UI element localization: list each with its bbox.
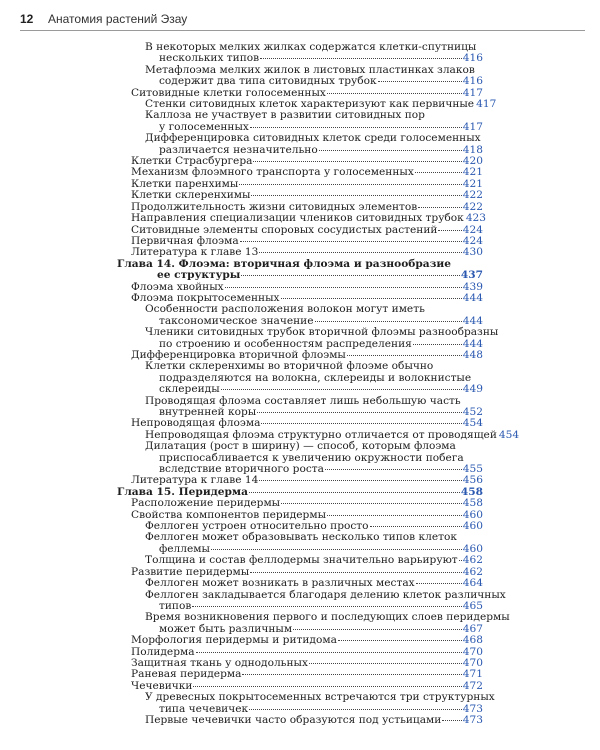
toc-page-number[interactable]: 416 — [462, 75, 483, 88]
toc-entry[interactable] — [117, 396, 483, 419]
toc-entry[interactable] — [117, 65, 483, 88]
toc-entry-text: Ситовидные элементы споровых сосудистых растений — [131, 223, 438, 236]
toc-page-number[interactable]: 439 — [462, 280, 483, 293]
toc-entry-text: Стенки ситовидных клеток характеризуют как первичные — [145, 98, 475, 111]
toc-entry-text: Членики ситовидных трубок вторичной флоэмы разнообразны — [145, 326, 499, 339]
toc-entry-text: Непроводящая флоэма — [131, 417, 261, 430]
toc-page-number[interactable]: 417 — [462, 120, 483, 133]
toc-page-number[interactable]: 467 — [462, 622, 483, 635]
dot-leader — [259, 252, 461, 253]
dot-leader — [192, 606, 461, 607]
toc-page-number[interactable]: 470 — [462, 656, 483, 669]
dot-leader — [327, 515, 462, 516]
toc-entry-text: Феллоген устроен относительно просто — [145, 520, 369, 533]
dot-leader — [378, 81, 462, 82]
dot-leader — [418, 207, 462, 208]
dot-leader — [211, 549, 462, 550]
toc-entry[interactable] — [117, 715, 483, 726]
toc-entry-text: Направления специализации члеников ситовидных трубок — [131, 212, 464, 225]
dot-leader — [193, 686, 461, 687]
toc-entry-text: Защитная ткань у однодольных — [131, 656, 308, 669]
dot-leader — [250, 127, 462, 128]
toc-entry-text: Флоэма хвойных — [131, 280, 224, 293]
toc-entry-text: вследствие вторичного роста — [159, 463, 324, 476]
dot-leader — [259, 480, 461, 481]
toc-page-number[interactable]: 424 — [462, 223, 483, 236]
toc-entry[interactable] — [117, 326, 499, 350]
toc-entry-text: содержит два типа ситовидных трубок — [159, 75, 377, 88]
dot-leader — [370, 526, 462, 527]
dot-leader — [251, 195, 461, 196]
dot-leader — [261, 423, 461, 424]
toc-entry-text: по строению и особенностям распределения — [159, 337, 412, 350]
toc-entry-text: у голосеменных — [159, 120, 249, 133]
toc-page-number[interactable]: 470 — [462, 645, 483, 658]
toc-page-number[interactable]: 460 — [462, 520, 483, 533]
toc-page-number[interactable]: 456 — [462, 474, 483, 487]
toc-page-number[interactable]: 416 — [462, 52, 483, 65]
toc-entry-text: Клетки паренхимы — [131, 177, 239, 190]
toc-entry-text: может быть различным — [159, 622, 293, 635]
dot-leader — [196, 652, 462, 653]
toc-entry-text: Раневая перидерма — [131, 668, 242, 681]
toc-entry-text: Каллоза не участвует в развитии ситовидных пор — [145, 109, 425, 122]
toc-page-number[interactable]: 444 — [462, 291, 483, 304]
dot-leader — [281, 503, 462, 504]
toc-entry-text: Флоэма покрытосеменных — [131, 291, 280, 304]
dot-leader — [293, 629, 462, 630]
toc-page-number[interactable]: 458 — [460, 485, 483, 498]
toc-entry-text: Механизм флоэмного транспорта у голосеменных — [131, 166, 414, 179]
dot-leader — [281, 298, 462, 299]
toc-entry[interactable] — [117, 635, 483, 646]
dot-leader — [327, 93, 462, 94]
toc-entry-text: Глава 15. Перидерма — [117, 485, 248, 498]
toc-page-number[interactable]: 465 — [462, 599, 483, 612]
toc-entry-text: Особенности расположения волокон могут иметь — [145, 303, 425, 316]
toc-entry[interactable] — [117, 247, 483, 258]
toc-entry-text: Литература к главе 13 — [131, 246, 259, 259]
toc-page-number[interactable]: 444 — [462, 337, 483, 350]
dot-leader — [347, 355, 462, 356]
toc-entry[interactable] — [117, 133, 483, 156]
toc-page-number[interactable]: 449 — [462, 383, 483, 396]
toc-page-number[interactable]: 454 — [498, 428, 520, 441]
toc-entry-text: Клетки склеренхимы во вторичной флоэме обычно — [145, 360, 434, 373]
toc-page-number[interactable]: 421 — [462, 177, 483, 190]
toc-entry[interactable] — [117, 304, 483, 327]
toc-page-number[interactable]: 462 — [462, 565, 483, 578]
toc-entry[interactable] — [117, 555, 483, 566]
dot-leader — [325, 469, 462, 470]
toc-page-number[interactable]: 417 — [476, 98, 497, 111]
toc-page-number[interactable]: 454 — [462, 417, 483, 430]
dot-leader — [250, 572, 462, 573]
dot-leader — [221, 389, 462, 390]
toc-entry[interactable] — [117, 611, 510, 635]
toc-page-number[interactable]: 448 — [462, 348, 483, 361]
toc-page-number[interactable]: 420 — [462, 155, 483, 168]
toc-page-number[interactable]: 423 — [465, 212, 487, 225]
toc-page-number[interactable]: 471 — [462, 668, 483, 681]
toc-entry[interactable] — [117, 361, 483, 395]
dot-leader — [319, 150, 462, 151]
toc-entry-text: типов — [159, 599, 192, 612]
toc-entry-text: Полидерма — [131, 645, 195, 658]
toc-entry-text: типа чечевичек — [159, 702, 249, 715]
toc-entry-text: Феллоген может возникать в различных местах — [145, 577, 415, 590]
page-header — [0, 0, 600, 30]
toc-page-number[interactable]: 468 — [462, 634, 483, 647]
toc-entry-text: У древесных покрытосеменных встречаются три структурных — [145, 691, 495, 704]
dot-leader — [415, 172, 462, 173]
toc-entry-text: Ситовидные клетки голосеменных — [131, 86, 326, 99]
toc-page-number[interactable]: 417 — [462, 86, 483, 99]
toc-entry[interactable] — [117, 498, 483, 509]
dot-leader — [241, 275, 459, 276]
toc-page-number[interactable]: 421 — [462, 166, 483, 179]
dot-leader — [260, 58, 462, 59]
dot-leader — [442, 720, 461, 721]
toc-entry-text: внутренней коры — [159, 406, 257, 418]
toc-entry-text: Непроводящая флоэма структурно отличается от проводящей — [145, 428, 497, 441]
toc-page-number[interactable]: 473 — [462, 702, 483, 715]
toc-page-number[interactable]: 418 — [462, 143, 483, 156]
toc-entry[interactable] — [117, 212, 487, 225]
toc-page-number[interactable]: 430 — [462, 246, 483, 259]
toc-entry-text: приспосабливается к увеличению окружности побега — [159, 451, 464, 464]
toc-entry-text: феллемы — [159, 542, 210, 555]
toc-page-number[interactable]: 464 — [462, 577, 483, 590]
toc-entry-text: Феллоген может образовывать несколько типов клеток — [145, 531, 457, 544]
toc-entry-text: Проводящая флоэма составляет лишь небольшую часть — [145, 394, 461, 407]
toc-page-number[interactable]: 437 — [460, 269, 483, 282]
toc-entry-text: В некоторых мелких жилках содержатся клетки-спутницы — [145, 41, 477, 53]
toc-entry[interactable] — [117, 190, 483, 201]
dot-leader — [249, 709, 462, 710]
toc-page-number[interactable]: 422 — [462, 200, 483, 213]
toc-entry-text: подразделяются на волокна, склереиды и волокнистые — [159, 371, 472, 384]
table-of-contents — [117, 41, 520, 726]
toc-entry-text: Развитие перидермы — [131, 565, 250, 578]
toc-page-number[interactable]: 458 — [462, 497, 483, 510]
toc-chapter-entry[interactable] — [117, 259, 483, 282]
toc-page-number[interactable]: 473 — [462, 713, 483, 726]
toc-entry-text: Клетки Страсбургера — [131, 155, 253, 168]
toc-entry[interactable] — [117, 42, 483, 65]
dot-leader — [225, 287, 462, 288]
header-rule — [20, 30, 585, 31]
dot-leader — [416, 583, 462, 584]
toc-page-number[interactable]: 422 — [462, 189, 483, 202]
toc-entry-text: Время возникновения первого и последующих слоев перидермы — [145, 611, 510, 624]
toc-entry-text: склереиды — [159, 383, 220, 396]
page-number: 12 — [20, 12, 34, 26]
toc-entry[interactable] — [117, 578, 483, 589]
toc-entry-text: Феллоген закладывается благодаря делению клеток различных — [145, 588, 506, 601]
toc-page-number[interactable]: 424 — [462, 234, 483, 247]
toc-entry[interactable] — [117, 588, 506, 613]
toc-entry-text: Глава 14. Флоэма: вторичная флоэма и разнообразие — [117, 257, 451, 270]
toc-entry-text: Расположение перидермы — [131, 497, 281, 510]
toc-page-number[interactable]: 460 — [462, 542, 483, 555]
toc-entry-text: Толщина и состав феллодермы значительно варьируют — [145, 554, 458, 567]
toc-entry[interactable] — [117, 110, 483, 133]
running-title: Анатомия растений Эзау — [48, 12, 188, 26]
dot-leader — [413, 344, 462, 345]
dot-leader — [459, 560, 462, 561]
dot-leader — [239, 184, 461, 185]
toc-entry-text: Дифференцировка вторичной флоэмы — [131, 348, 346, 361]
dot-leader — [240, 241, 462, 242]
toc-page-number[interactable]: 460 — [462, 508, 483, 521]
dot-leader — [338, 640, 462, 641]
dot-leader — [249, 492, 460, 493]
toc-entry[interactable] — [117, 532, 483, 555]
toc-entry-text: Продолжительность жизни ситовидных элементов — [131, 200, 418, 213]
toc-entry-text: Дифференцировка ситовидных клеток среди голосеменных — [145, 132, 481, 145]
toc-page-number[interactable]: 444 — [462, 314, 483, 327]
toc-page-number[interactable]: 455 — [462, 463, 483, 476]
toc-entry-text: нескольких типов — [159, 52, 260, 65]
toc-entry-text: таксономическое значение — [159, 314, 314, 327]
toc-entry-text: ее структуры — [157, 269, 241, 282]
toc-entry[interactable] — [117, 441, 483, 475]
dot-leader — [315, 321, 462, 322]
dot-leader — [438, 230, 461, 231]
toc-page-number[interactable]: 462 — [462, 554, 483, 567]
dot-leader — [309, 663, 462, 664]
toc-page-number[interactable]: 452 — [462, 406, 483, 418]
toc-entry-text: Метафлоэма мелких жилок в листовых пластинках злаков — [145, 63, 475, 76]
dot-leader — [242, 674, 461, 675]
toc-entry-text: различается незначительно — [159, 143, 318, 156]
toc-entry-text: Клетки склеренхимы — [131, 189, 251, 202]
toc-entry[interactable] — [117, 691, 495, 715]
toc-entry-text: Чечевички — [131, 679, 193, 692]
toc-entry-text: Дилатация (рост в ширину) — способ, которым флоэма — [145, 440, 456, 453]
toc-entry-text: Литература к главе 14 — [131, 474, 259, 487]
dot-leader — [253, 161, 461, 162]
toc-entry-text: Свойства компонентов перидермы — [131, 508, 327, 521]
dot-leader — [257, 412, 462, 413]
toc-page-number[interactable]: 472 — [462, 679, 483, 692]
toc-entry-text: Первичная флоэма — [131, 234, 239, 247]
toc-entry-text: Первые чечевички часто образуются под устьицами — [145, 713, 442, 726]
toc-entry-text: Морфология перидермы и ритидома — [131, 634, 337, 647]
